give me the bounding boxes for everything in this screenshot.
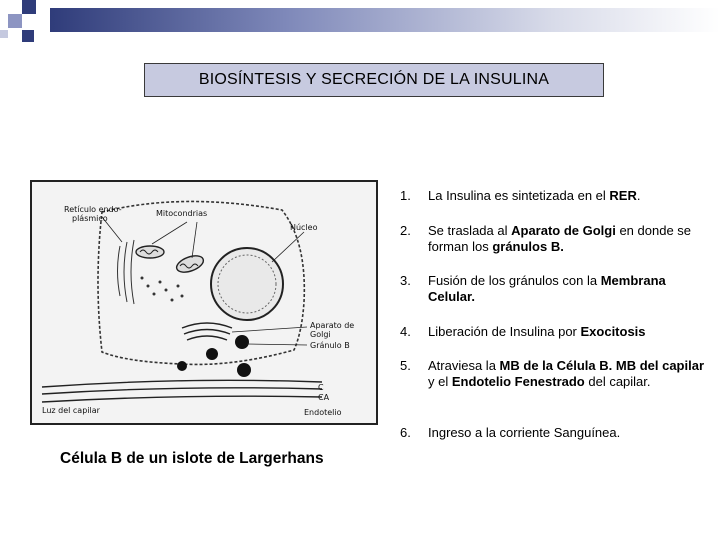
- header-gradient-bar: [50, 8, 720, 32]
- cell-diagram: [30, 180, 378, 425]
- granules-b: [177, 335, 251, 377]
- label-mitocondrias: Mitocondrias: [156, 209, 208, 218]
- step-number: 5.: [400, 358, 411, 373]
- golgi-apparatus: [182, 323, 232, 340]
- step-number: 2.: [400, 223, 411, 238]
- label-c: C: [318, 383, 324, 392]
- er-ribosomes: [141, 277, 184, 302]
- label-nucleo: Núcleo: [290, 223, 318, 232]
- step-4: [400, 324, 710, 340]
- step-3: [400, 273, 710, 305]
- label-reticulo-2: plásmico: [72, 214, 108, 223]
- step-number: 3.: [400, 273, 411, 288]
- step-text: Fusión de los gránulos con la Membrana Celular.: [428, 273, 666, 304]
- step-number: 1.: [400, 188, 411, 203]
- label-endotelio: Endotelio: [304, 408, 342, 417]
- step-number: 4.: [400, 324, 411, 339]
- rough-er: [118, 240, 135, 304]
- label-ca: CA: [318, 393, 330, 402]
- step-text: Atraviesa la MB de la Célula B. MB del capilar y el Endotelio Fenestrado del capilar.: [428, 358, 705, 389]
- step-1: [400, 188, 710, 204]
- label-golgi: Golgi: [310, 330, 331, 339]
- step-2: [400, 223, 710, 255]
- label-reticulo: Retículo endo-: [64, 205, 122, 214]
- capillary: [42, 380, 322, 402]
- page-title: BIOSÍNTESIS Y SECRECIÓN DE LA INSULINA: [144, 63, 604, 97]
- mitochondrion: [174, 253, 205, 276]
- cell-illustration: [32, 182, 376, 423]
- step-number: 6.: [400, 425, 411, 440]
- figure-caption: Célula B de un islote de Largerhans: [60, 450, 324, 467]
- label-luz: Luz del capilar: [42, 406, 100, 415]
- step-text: Se traslada al Aparato de Golgi en donde se forman los gránulos B.: [428, 223, 692, 254]
- label-aparato: Aparato de: [310, 321, 355, 330]
- step-6: [400, 425, 710, 441]
- step-text: Ingreso a la corriente Sanguínea.: [428, 425, 621, 440]
- step-5: [400, 358, 710, 390]
- label-granulo: Gránulo B: [310, 341, 350, 350]
- step-text: La Insulina es sintetizada en el RER.: [428, 188, 641, 203]
- nucleus: [211, 248, 283, 320]
- step-text: Liberación de Insulina por Exocitosis: [428, 324, 646, 339]
